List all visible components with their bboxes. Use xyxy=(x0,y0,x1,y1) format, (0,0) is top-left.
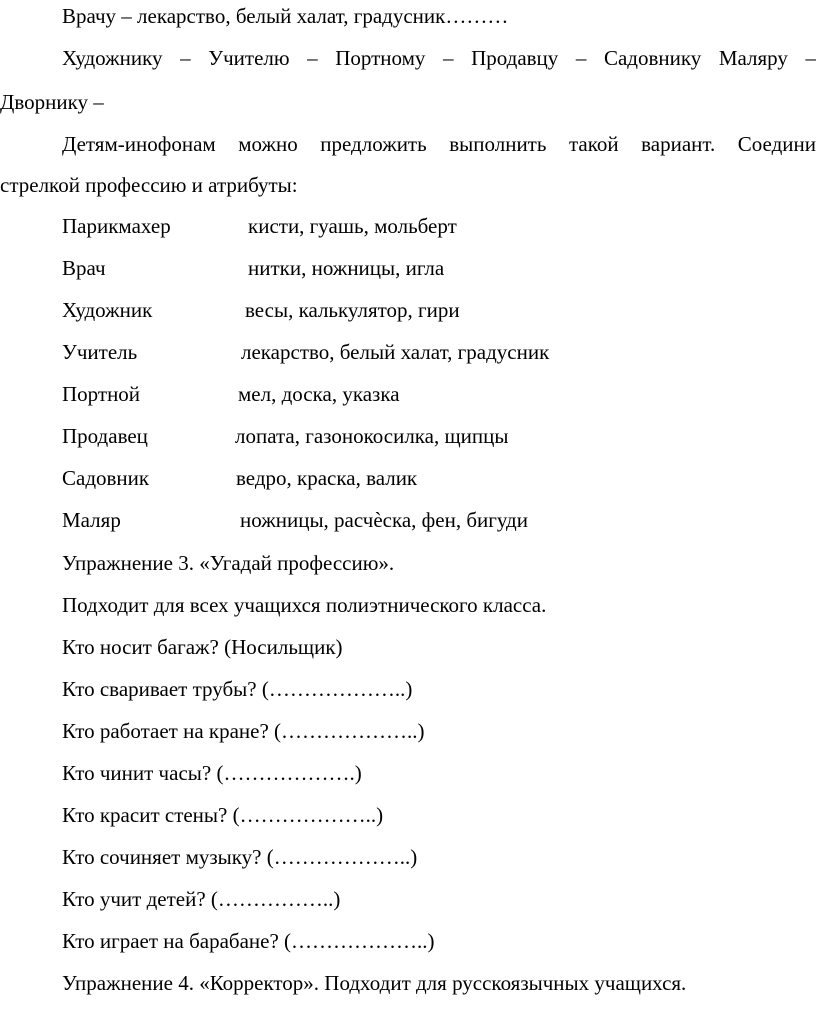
doctor-line: Врачу – лекарство, белый халат, градусник……… xyxy=(62,4,509,28)
question-item: Кто чинит часы? (……………….) xyxy=(62,761,362,785)
word: – xyxy=(443,46,454,70)
word: предложить xyxy=(320,132,427,156)
question-item: Кто красит стены? (………………..) xyxy=(62,803,384,827)
word: Садовнику xyxy=(603,46,702,70)
professions-line-end: Дворнику – xyxy=(0,90,104,114)
professions-line xyxy=(62,48,816,69)
exercise3-note: Подходит для всех учащихся полиэтнического класса. xyxy=(62,593,547,617)
word: вариант. xyxy=(641,132,716,156)
word: – xyxy=(575,46,587,70)
profession-cell: Учитель xyxy=(62,340,138,364)
attributes-cell: нитки, ножницы, игла xyxy=(248,256,445,280)
exercise4-line: Упражнение 4. «Корректор». Подходит для русскоязычных учащихся. xyxy=(62,971,687,995)
profession-cell: Маляр xyxy=(62,508,121,532)
word: – xyxy=(805,46,816,70)
profession-cell: Врач xyxy=(62,256,106,280)
attributes-cell: лопата, газонокосилка, щипцы xyxy=(235,424,509,448)
attributes-cell: кисти, гуашь, мольберт xyxy=(248,214,457,238)
question-item: Кто учит детей? (……………..) xyxy=(62,887,341,911)
question-item: Кто сваривает трубы? (………………..) xyxy=(62,677,413,701)
word: Маляру xyxy=(718,46,788,70)
question-item: Кто сочиняет музыку? (………………..) xyxy=(62,845,418,869)
attributes-cell: лекарство, белый халат, градусник xyxy=(241,340,550,364)
question-item: Кто работает на кране? (………………..) xyxy=(62,719,425,743)
word: Детям-инофонам xyxy=(62,132,216,156)
exercise3-title: Упражнение 3. «Угадай профессию». xyxy=(62,551,395,575)
word: Учителю xyxy=(208,46,290,70)
attributes-cell: весы, калькулятор, гири xyxy=(245,298,460,322)
word: выполнить xyxy=(449,132,547,156)
profession-cell: Садовник xyxy=(62,466,150,490)
word: Продавцу xyxy=(471,46,559,70)
word: Художнику xyxy=(62,46,163,70)
attributes-cell: ножницы, расчѐска, фен, бигуди xyxy=(240,508,528,532)
word: Портному xyxy=(335,46,426,70)
word: – xyxy=(180,46,191,70)
question-item: Кто играет на барабане? (………………..) xyxy=(62,929,435,953)
question-item: Кто носит багаж? (Носильщик) xyxy=(62,635,343,659)
profession-cell: Продавец xyxy=(62,424,148,448)
inofon-line-end: стрелкой профессию и атрибуты: xyxy=(0,173,298,197)
attributes-cell: ведро, краска, валик xyxy=(236,466,418,490)
attributes-cell: мел, доска, указка xyxy=(238,382,400,406)
profession-cell: Парикмахер xyxy=(62,214,171,238)
inofon-line xyxy=(62,134,816,155)
profession-cell: Художник xyxy=(62,298,153,322)
word: – xyxy=(307,46,318,70)
word: можно xyxy=(238,132,298,156)
profession-cell: Портной xyxy=(62,382,141,406)
word: такой xyxy=(568,132,619,156)
word: Соедини xyxy=(737,132,816,156)
